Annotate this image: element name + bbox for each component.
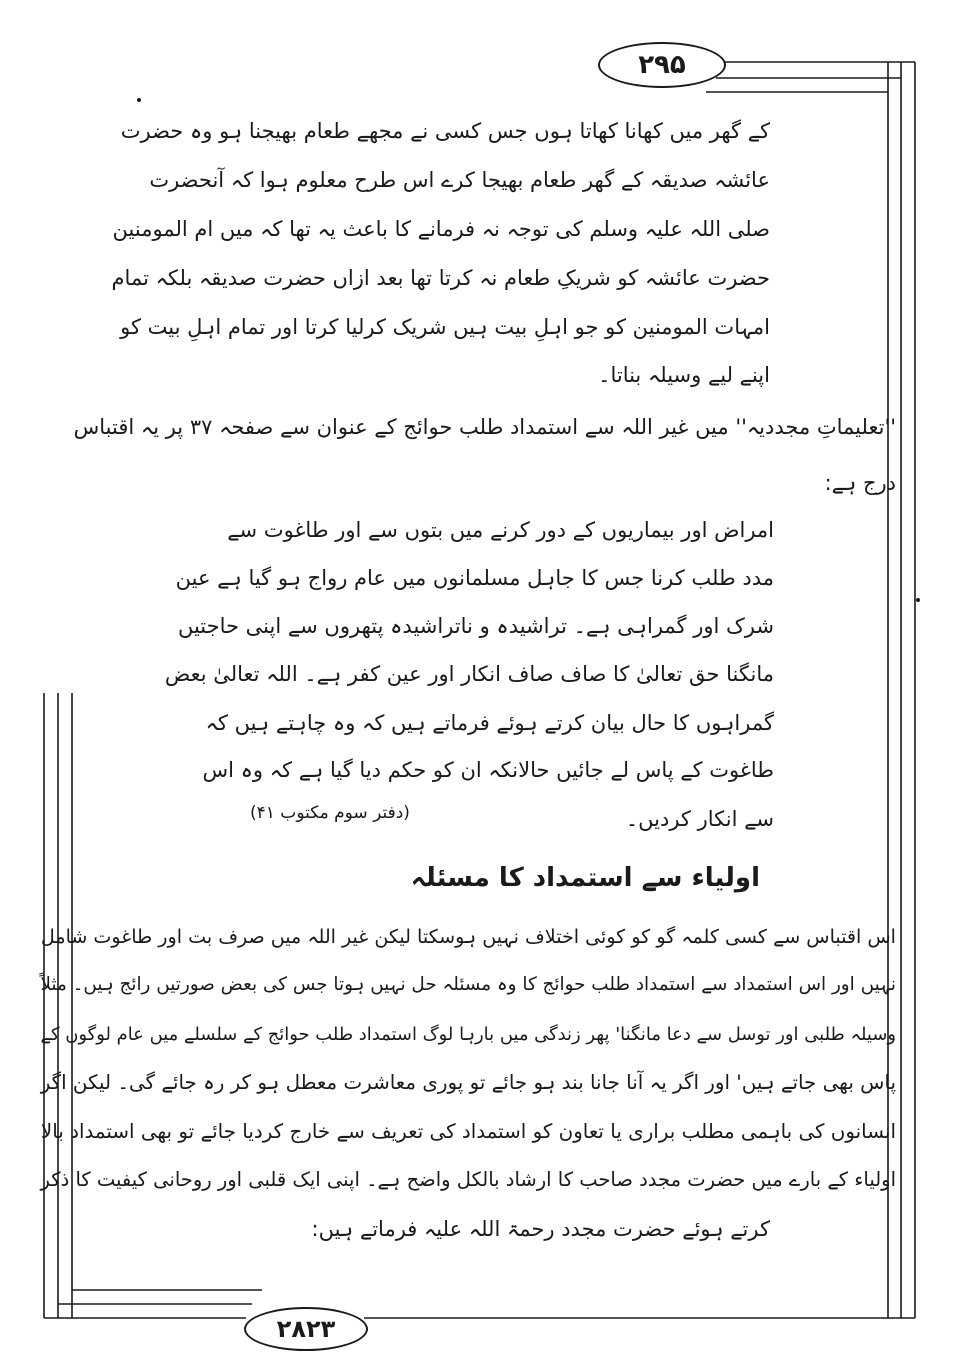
quote-two-line: امراض اور بیماریوں کے دور کرنے میں بتوں سے اور طاغوت سے — [227, 518, 774, 542]
quote-one-line: اپنے لیے وسیلہ بناتا۔ — [598, 363, 770, 387]
quote-one-line: امہات المومنین کو جو اہلِ بیت ہیں شریک کرلیا کرتا اور تمام اہلِ بیت کو — [120, 315, 770, 339]
section-heading: اولیاء سے استمداد کا مسئلہ — [410, 863, 760, 893]
page-number-top: ۲۹۵ — [598, 42, 726, 88]
quote-two-line: مدد طلب کرنا جس کا جاہل مسلمانوں میں عام رواج ہو گیا ہے عین — [175, 566, 774, 590]
body-line: وسیلہ طلبی اور توسل سے دعا مانگنا' پھر زندگی میں بارہا لوگ استمداد طلب حوائج کے سلسلے میں عام لوگوں کے — [40, 1024, 896, 1045]
body-line: نہیں اور اس استمداد سے استمداد طلب حوائج کا وہ مسئلہ حل نہیں ہوتا جس کی بعض صورتیں رائج ہیں۔ مثلاً — [40, 974, 896, 995]
intro-line: ''تعلیماتِ مجددیہ'' میں غیر اللہ سے استمداد طلب حوائج کے عنوان سے صفحہ ۳۷ پر یہ اقتباس — [73, 415, 896, 439]
body-line: کرتے ہوئے حضرت مجدد رحمۃ اللہ علیہ فرماتے ہیں: — [311, 1217, 770, 1241]
body-line: پاس بھی جاتے ہیں' اور اگر یہ آنا جانا بند ہو جائے تو پوری معاشرت معطل ہو کر رہ جائے گی۔ لیکن اگر — [40, 1071, 896, 1094]
body-line: انسانوں کی باہمی مطلب براری یا تعاون کو استمداد کی تعریف سے خارج کردیا جائے تو بھی استمداد بالا — [40, 1120, 896, 1143]
scan-speck — [916, 598, 920, 602]
body-line: اولیاء کے بارے میں حضرت مجدد صاحب کا ارشاد بالکل واضح ہے۔ اپنی ایک قلبی اور روحانی کیفیت کا ذکر — [40, 1168, 896, 1191]
quote-one-line: صلی اللہ علیہ وسلم کی توجہ نہ فرمانے کا باعث یہ تھا کہ میں ام المومنین — [112, 217, 770, 241]
quote-two-line: شرک اور گمراہی ہے۔ تراشیدہ و ناتراشیدہ پتھروں سے اپنی حاجتیں — [177, 614, 774, 638]
quote-two-line: سے انکار کردیں۔ — [625, 807, 774, 831]
citation: (دفتر سوم مکتوب ۴۱) — [250, 803, 410, 823]
quote-two-line: مانگنا حق تعالیٰ کا صاف صاف انکار اور عین کفر ہے۔ اللہ تعالیٰ بعض — [164, 662, 774, 686]
intro-line: درج ہے: — [824, 471, 896, 495]
quote-two-line: گمراہوں کا حال بیان کرتے ہوئے فرماتے ہیں کہ وہ چاہتے ہیں کہ — [205, 711, 774, 735]
quote-one-line: عائشہ صدیقہ کے گھر طعام بھیجا کرے اس طرح معلوم ہوا کہ آنحضرت — [149, 168, 770, 192]
quote-one-line: حضرت عائشہ کو شریکِ طعام نہ کرتا تھا بعد ازاں حضرت صدیقہ بلکہ تمام — [111, 266, 770, 290]
page-number-bottom: ۲۸۲۳ — [244, 1307, 368, 1351]
quote-two-line: طاغوت کے پاس لے جائیں حالانکہ ان کو حکم دیا گیا ہے کہ وہ اس — [202, 758, 774, 782]
scan-speck — [137, 98, 141, 102]
body-line: اس اقتباس سے کسی کلمہ گو کو کوئی اختلاف نہیں ہوسکتا لیکن غیر اللہ میں صرف بت اور طاغوت شامل — [40, 925, 896, 948]
quote-one-line: کے گھر میں کھانا کھاتا ہوں جس کسی نے مجھے طعام بھیجنا ہو وہ حضرت — [120, 119, 770, 143]
